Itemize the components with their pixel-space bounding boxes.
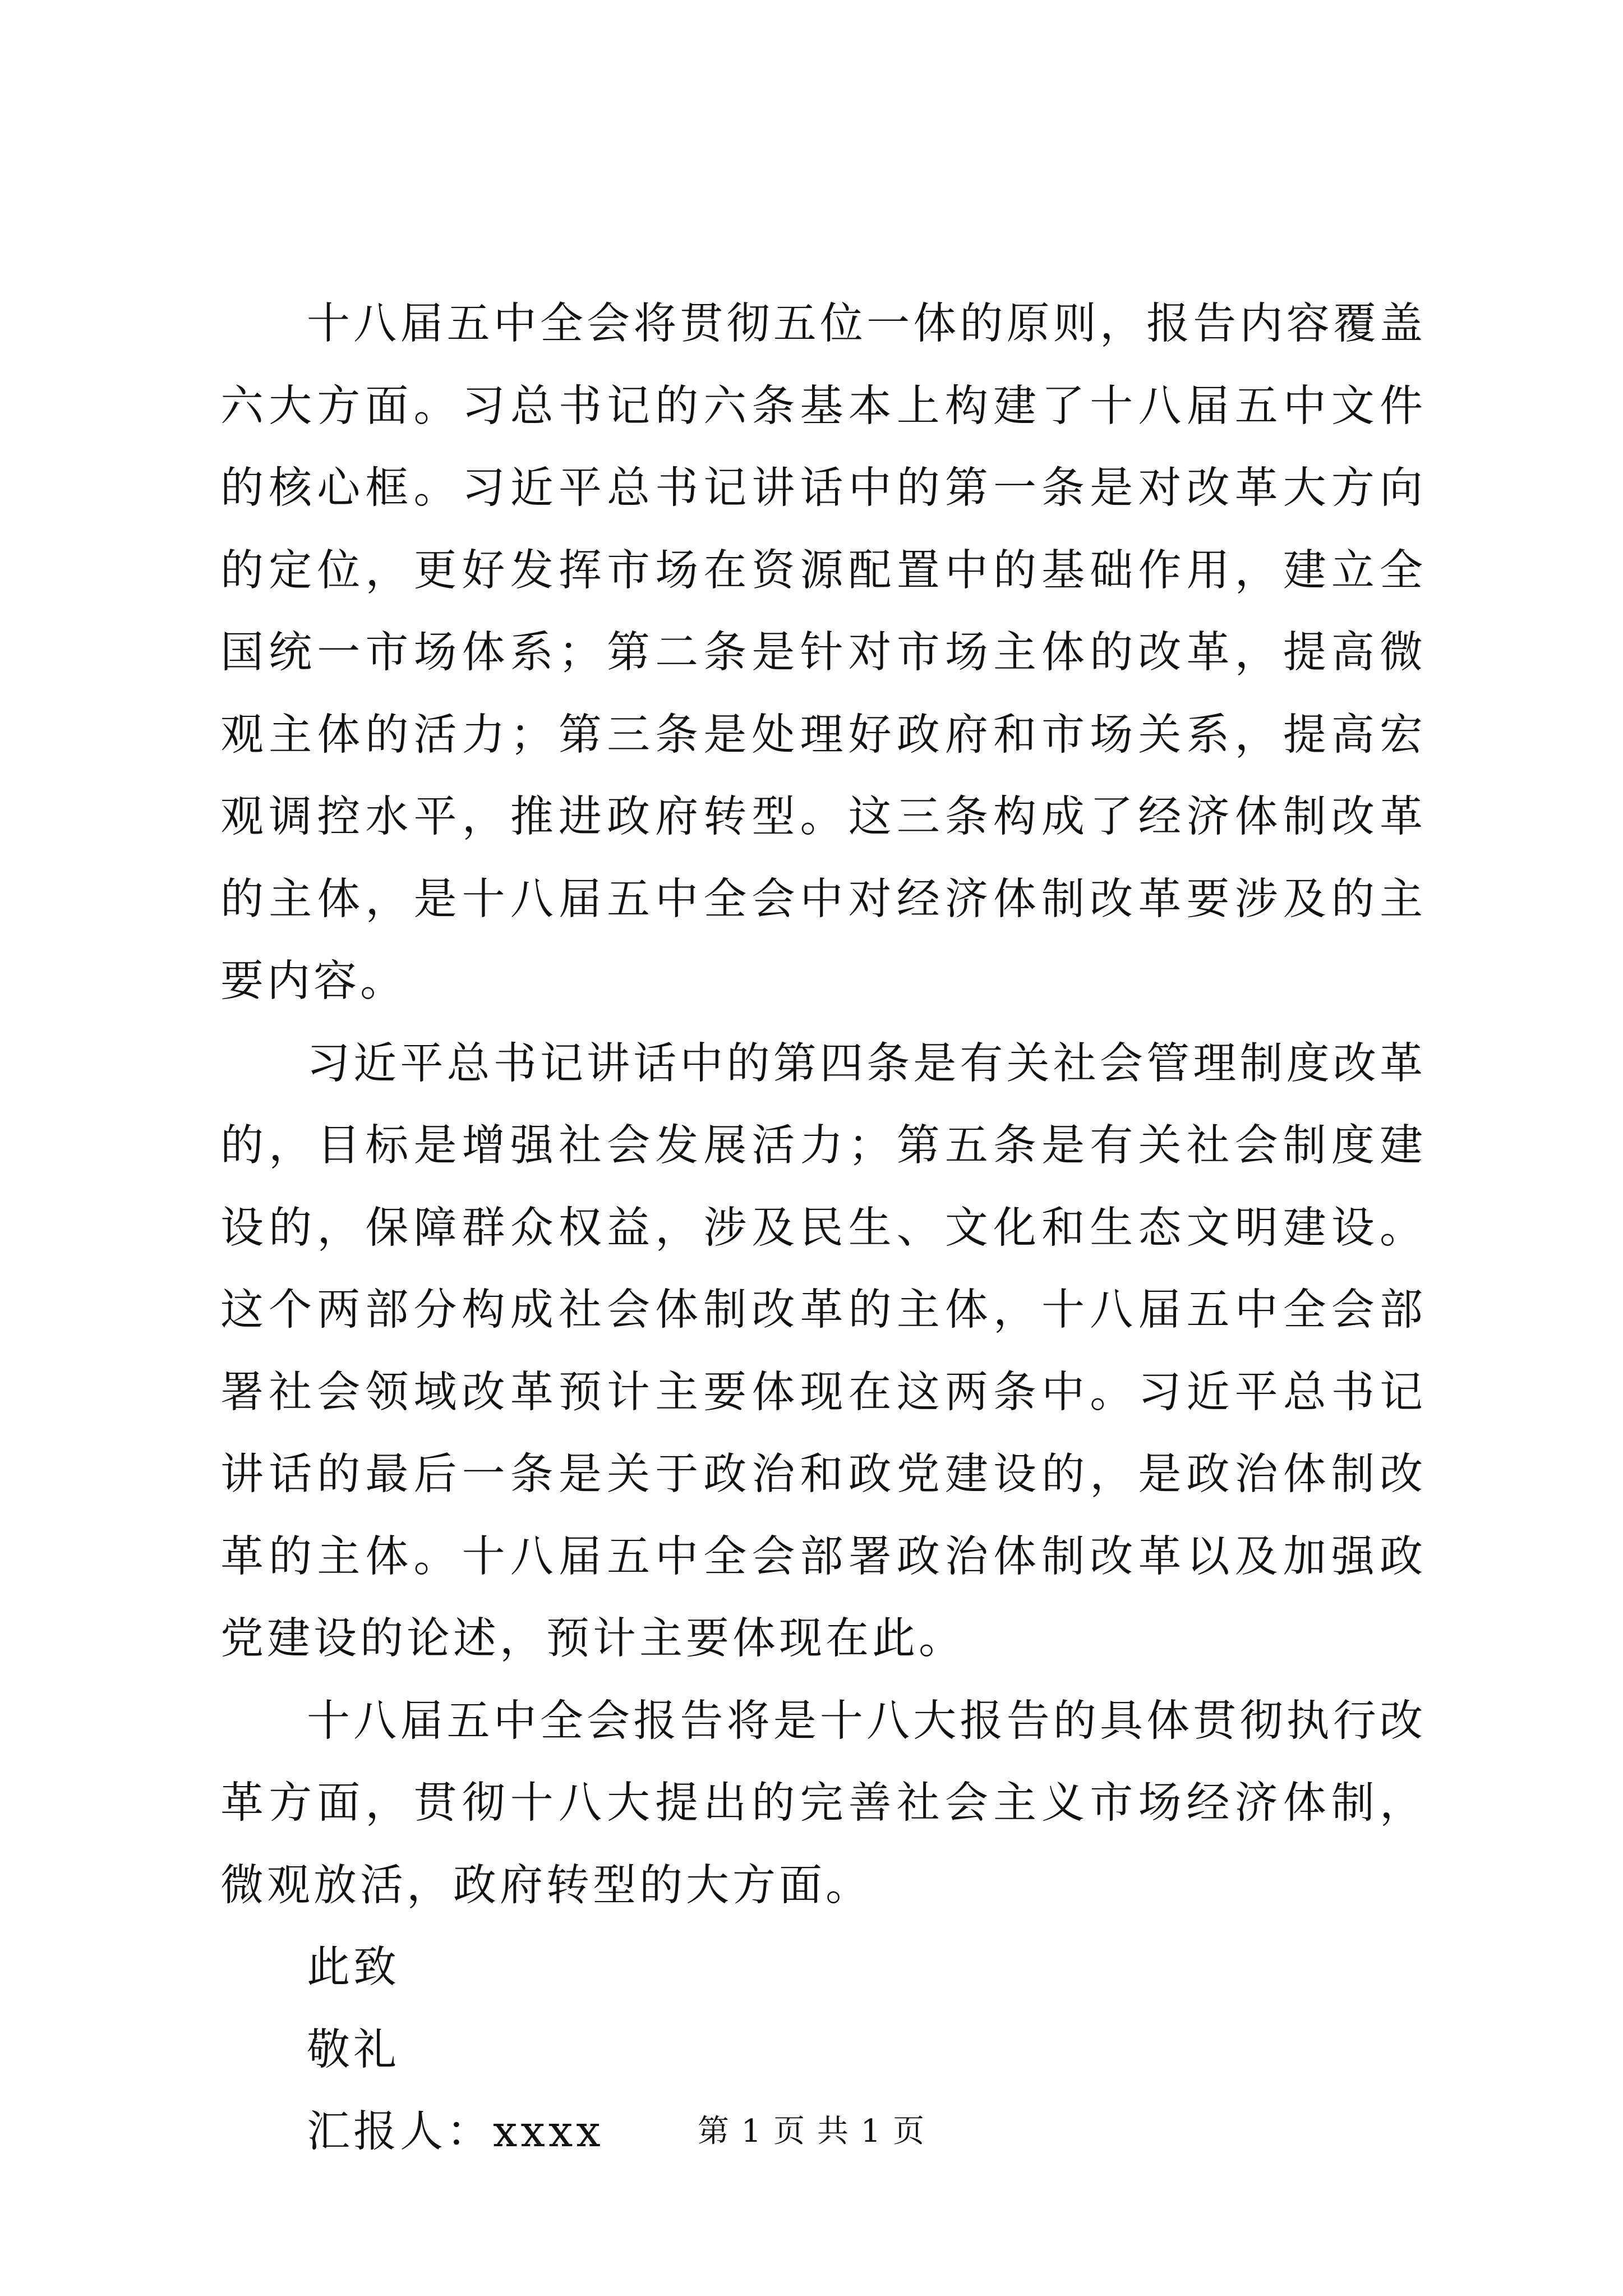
paragraph-social-political-reform: 习近平总书记讲话中的第四条是有关社会管理制度改革的，目标是增强社会发展活力；第五条是有关社会制度建设的，保障群众权益，涉及民生、文化和生态文明建设。这个两部分构成社会体制改革的主体，十八届五中全会部署社会领域改革预计主要体现在这两条中。习近平总书记讲话的最后一条是关于政治和政党建设的，是政治体制改革的主体。十八届五中全会部署政治体制改革以及加强政党建设的论述，预计主要体现在此。 [220,1038,1426,1664]
paragraph-implementation: 十八届五中全会报告将是十八大报告的具体贯彻执行改革方面，贯彻十八大提出的完善社会主义市场经济体制，微观放活，政府转型的大方面。 [220,1696,1426,1911]
paragraph-economic-reform: 十八届五中全会将贯彻五位一体的原则，报告内容覆盖六大方面。习总书记的六条基本上构建了十八届五中文件的核心框。习近平总书记讲话中的第一条是对改革大方向的定位，更好发挥市场在资源配置中的基础作用，建立全国统一市场体系；第二条是针对市场主体的改革，提高微观主体的活力；第三条是处理好政府和市场关系，提高宏观调控水平，推进政府转型。这三条构成了经济体制改革的主体，是十八届五中全会中对经济体制改革要涉及的主要内容。 [220,299,1426,1006]
page-footer: 第 1 页 共 1 页 [697,2113,926,2150]
document-body [220,283,1426,2174]
reporter-signature: 汇报人：xxxx [307,2107,604,2157]
closing-salutation: 此致 [307,1943,400,1993]
closing-regards: 敬礼 [307,2024,400,2075]
